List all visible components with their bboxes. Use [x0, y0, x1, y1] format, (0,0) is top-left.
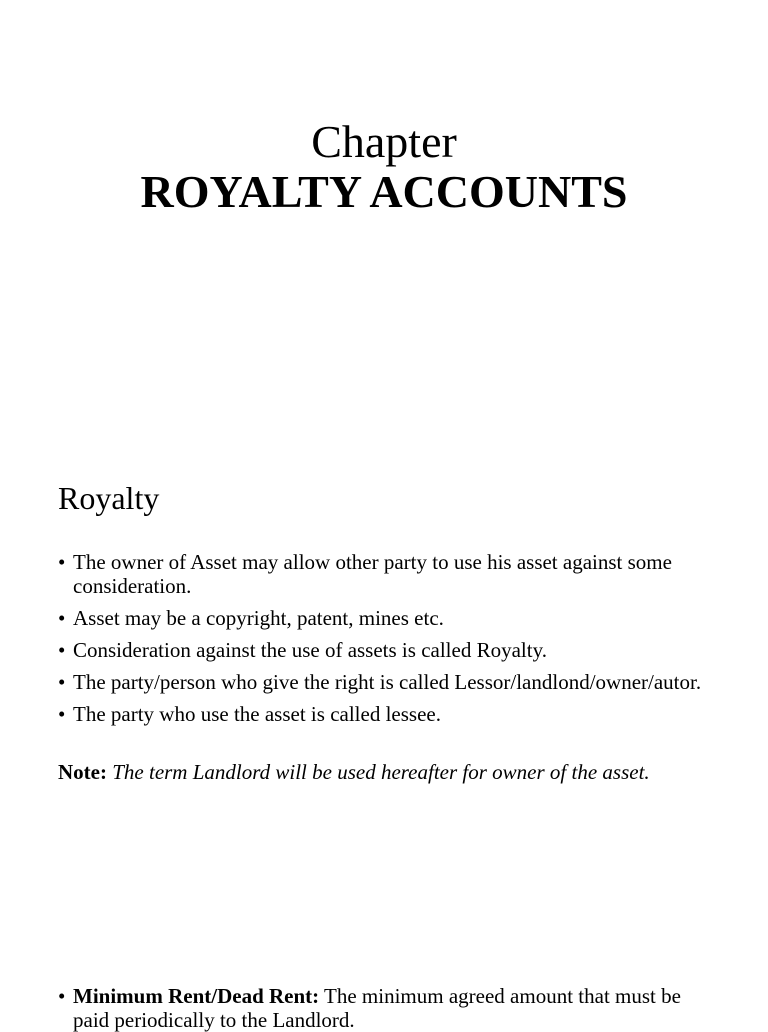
section-heading: Royalty — [58, 480, 160, 516]
list-item-text: The party/person who give the right is called Lessor/landlond/owner/autor. — [73, 670, 702, 694]
list-item — [58, 606, 718, 630]
list-item — [58, 550, 718, 598]
bullet-icon: • — [58, 984, 66, 1008]
page-title: ROYALTY ACCOUNTS — [140, 166, 628, 217]
chapter-label: Chapter — [311, 116, 457, 167]
terms-list — [58, 984, 718, 1032]
list-item-text: The party who use the asset is called lessee. — [73, 702, 441, 726]
list-item-text: Asset may be a copyright, patent, mines etc. — [73, 606, 444, 630]
note-text: The term Landlord will be used hereafter for owner of the asset. — [112, 760, 650, 784]
list-item — [58, 638, 718, 662]
bullet-icon: • — [58, 638, 66, 662]
bullet-icon: • — [58, 670, 66, 694]
note-label: Note: — [58, 760, 107, 784]
term-definition: The minimum agreed amount that must be paid periodically to the Landlord. — [73, 984, 681, 1032]
list-item — [58, 984, 718, 1032]
bullet-icon: • — [58, 702, 66, 726]
note — [58, 760, 738, 784]
list-item-text: The owner of Asset may allow other party to use his asset against some consideration. — [73, 550, 672, 598]
bullet-icon: • — [58, 550, 66, 574]
bullet-icon: • — [58, 606, 66, 630]
list-item-text: Consideration against the use of assets is called Royalty. — [73, 638, 547, 662]
list-item — [58, 670, 718, 694]
list-item — [58, 702, 718, 726]
term-label: Minimum Rent/Dead Rent: — [73, 984, 320, 1008]
definition-list — [58, 550, 718, 734]
